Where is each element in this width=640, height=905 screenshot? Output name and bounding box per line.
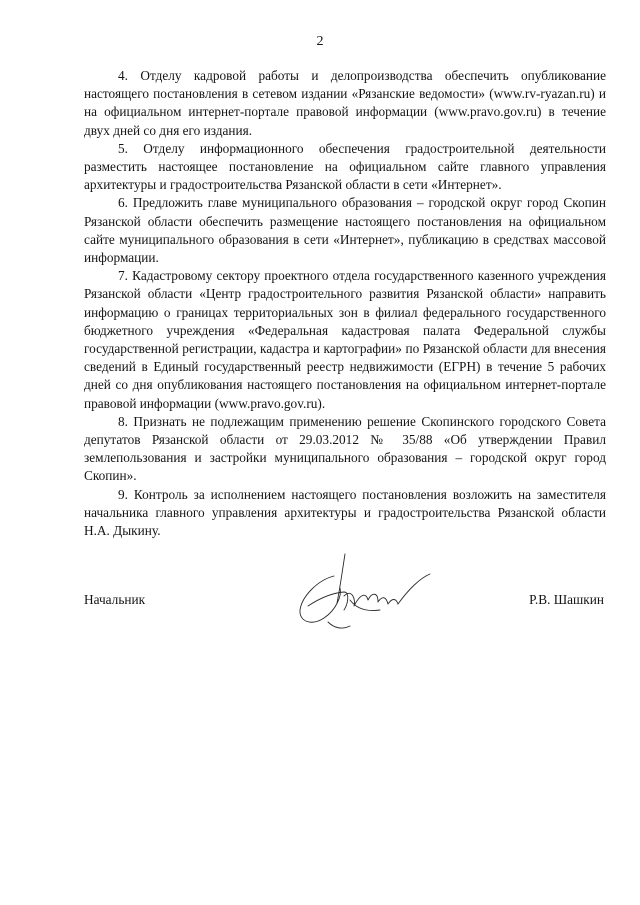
handwritten-signature: [290, 548, 440, 648]
paragraph-6: 6. Предложить главе муниципального образования – городской округ город Скопин Рязанской области обеспечить размещение настоящего постановления на официальном сайте муниципального образования в сети «Интернет», публикацию в средствах массовой информации.: [84, 195, 606, 266]
paragraph-4: 4. Отделу кадровой работы и делопроизводства обеспечить опубликование настоящего постановления в сетевом издании «Рязанские ведомости» (www.rv-ryazan.ru) и на официальном интернет-портале правовой информации (www.pravo.gov.ru) в течение двух дней со дня его издания.: [84, 68, 606, 138]
page-number: 2: [316, 34, 324, 49]
paragraph-5: 5. Отделу информационного обеспечения градостроительной деятельности разместить настоящее постановление на официальном сайте главного управления архитектуры и градостроительства Рязанской области в сети «Интернет».: [84, 140, 606, 193]
paragraph-7: 7. Кадастровому сектору проектного отдела государственного казенного учреждения Рязанской области «Центр градостроительного развития Рязанской области» направить информацию о границах территориальных зон в филиал федерального государственного бюджетного учреждения «Федеральная кадастровая палата Федеральной службы государственной регистрации, кадастра и картографии» по Рязанской области для внесения сведений в Единый государственный реестр недвижимости (ЕГРН) в течение 5 рабочих дней со дня опубликования настоящего постановления на официальном интернет-портале правовой информации (www.pravo.gov.ru).: [84, 268, 606, 411]
paragraph-8: 8. Признать не подлежащим применению решение Скопинского городского Совета депутатов Рязанской области от 29.03.2012 № 35/88 «Об утверждении Правил землепользования и застройки муниципального образования – городской округ город Скопин».: [84, 413, 606, 484]
paragraph-9: 9. Контроль за исполнением настоящего постановления возложить на заместителя начальника главного управления архитектуры и градостроительства Рязанской области Н.А. Дыкину.: [84, 486, 606, 539]
document-body: [84, 67, 606, 540]
signatory-title: Начальник: [84, 592, 146, 607]
signatory-name: Р.В. Шашкин: [529, 592, 604, 607]
